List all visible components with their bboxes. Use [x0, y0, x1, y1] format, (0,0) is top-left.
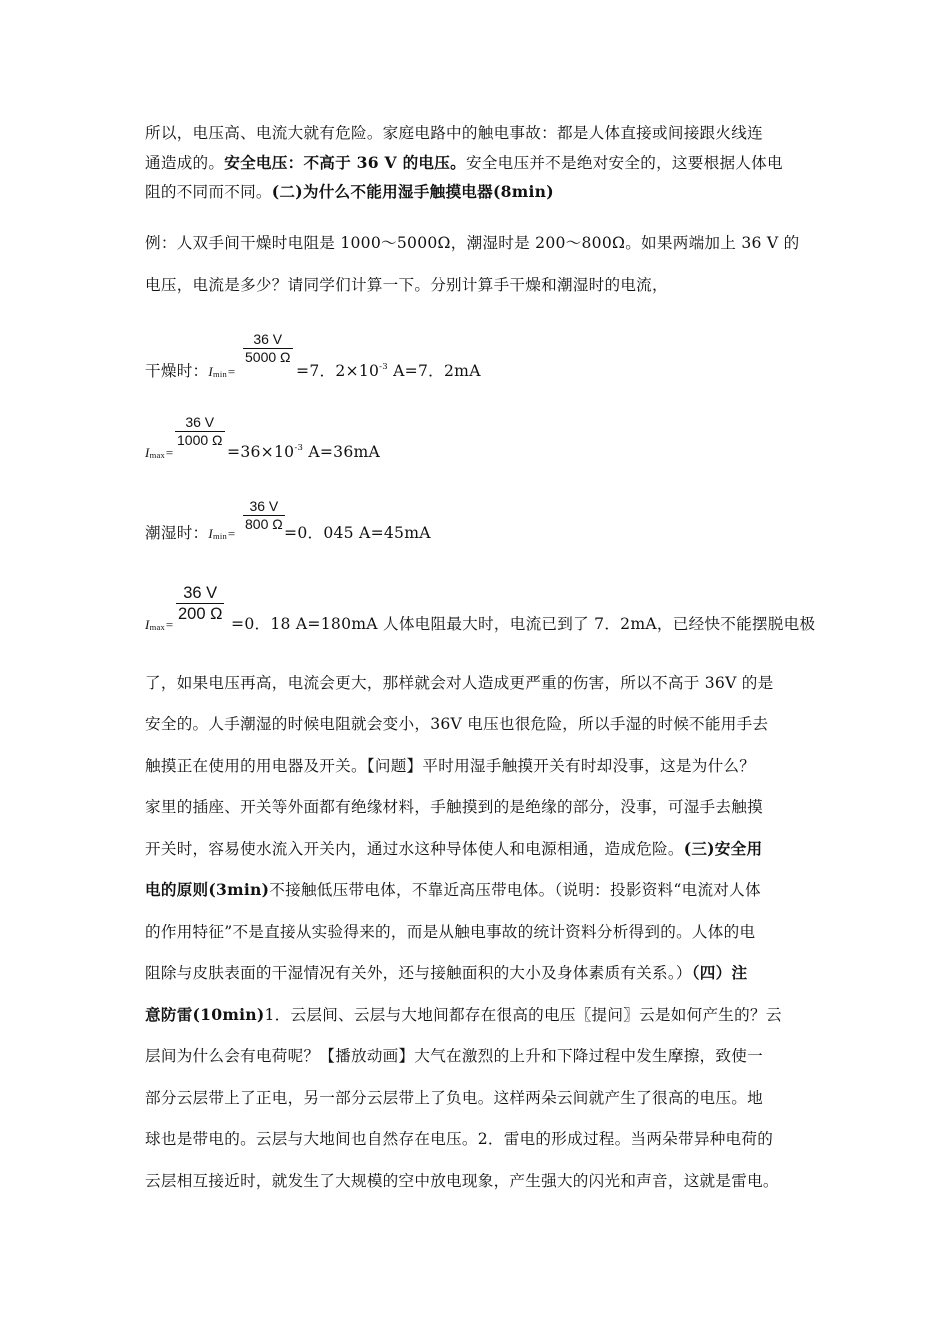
wet-label: 潮湿时：	[145, 524, 209, 542]
fraction-1-denominator: 5000 Ω	[245, 349, 291, 365]
para2-line8	[145, 963, 747, 983]
calc-wet-max	[145, 614, 815, 637]
para1-line1: 所以，电压高、电流大就有危险。家庭电路中的触电事故：都是人体直接或间接跟火线连	[145, 124, 763, 142]
section-4-heading: （四）注	[691, 963, 748, 982]
section-4-heading-cont: 意防雷(10min)	[145, 1005, 265, 1024]
section-3-heading: (三)安全用	[683, 839, 763, 858]
fraction-1-numerator: 36 V	[253, 331, 283, 347]
result-2-unit: A=36mA	[303, 443, 381, 461]
para1-line2-text: 通造成的。	[145, 154, 225, 172]
fraction-2-numerator: 36 V	[185, 414, 215, 430]
calc-dry-max	[145, 438, 380, 465]
fraction-2-denominator: 1000 Ω	[177, 432, 223, 448]
result-4: =0．18 A=180mA 人体电阻最大时，电流已到了 7．2mA，已经快不能摆脱电极	[231, 615, 816, 633]
calc-wet-min	[145, 523, 431, 546]
dry-label: 干燥时：	[145, 362, 209, 380]
para2-line9	[145, 1005, 782, 1025]
result-1-unit: A=7．2mA	[387, 362, 481, 380]
para1-line3	[145, 182, 554, 202]
para1-line2-rest: 安全电压并不是绝对安全的，这要根据人体电	[465, 154, 783, 172]
current-symbol: Imax=	[145, 445, 175, 460]
para2-line5-text: 开关时，容易使水流入开关内，通过水这种导体使人和电源相通，造成危险。	[145, 840, 684, 858]
para2-line8-text: 阻除与皮肤表面的干湿情况有关外，还与接触面积的大小及身体素质有关系。）	[145, 964, 692, 982]
para2-line10: 层间为什么会有电荷呢？【播放动画】大气在激烈的上升和下降过程中发生摩擦，致使一	[145, 1047, 763, 1065]
result-2-exponent: -3	[294, 443, 304, 453]
para1-line3-text: 阻的不同而不同。	[145, 183, 272, 201]
calc-dry-min	[145, 357, 481, 384]
fraction-4-denominator: 200 Ω	[178, 605, 223, 623]
safe-voltage-definition: 安全电压：不高于 36 V 的电压。	[224, 153, 466, 172]
result-2: =36×10	[227, 443, 295, 461]
current-symbol: Imax=	[145, 617, 175, 632]
para2-line1: 了，如果电压再高，电流会更大，那样就会对人造成更严重的伤害，所以不高于 36V 的是	[145, 674, 774, 692]
result-1: =7．2×10	[296, 362, 380, 380]
para2-line6	[145, 880, 761, 900]
para2-line5	[145, 839, 762, 859]
current-symbol: Imin=	[208, 526, 236, 541]
fraction-4-numerator: 36 V	[183, 584, 218, 602]
current-symbol: Imin=	[208, 364, 236, 379]
example-line2: 电压，电流是多少？请同学们计算一下。分别计算手干燥和潮湿时的电流，	[145, 276, 668, 294]
result-3: =0．045 A=45mA	[284, 524, 431, 542]
para2-line2: 安全的。人手潮湿的时候电阻就会变小，36V 电压也很危险，所以手湿的时候不能用手去	[145, 715, 769, 733]
para2-line12: 球也是带电的。云层与大地间也自然存在电压。2．雷电的形成过程。当两朵带异种电荷的	[145, 1130, 774, 1148]
para2-line9-text: 1．云层间、云层与大地间都存在很高的电压〖提问〗云是如何产生的？云	[264, 1006, 782, 1024]
fraction-3-denominator: 800 Ω	[245, 516, 283, 532]
section-2-heading: (二)为什么不能用湿手触摸电器(8min)	[271, 182, 554, 201]
section-3-heading-cont: 电的原则(3min)	[145, 880, 270, 899]
example-line1: 例：人双手间干燥时电阻是 1000～5000Ω，潮湿时是 200～800Ω。如果两端加上 36 V 的	[145, 234, 800, 252]
para2-line6-text: 不接触低压带电体，不靠近高压带电体。（说明：投影资料“电流对人体	[269, 881, 761, 899]
para2-line4: 家里的插座、开关等外面都有绝缘材料，手触摸到的是绝缘的部分，没事，可湿手去触摸	[145, 798, 763, 816]
result-1-exponent: -3	[379, 362, 388, 372]
para2-line11: 部分云层带上了正电，另一部分云层带上了负电。这样两朵云间就产生了很高的电压。地	[145, 1089, 763, 1107]
fraction-3-numerator: 36 V	[249, 498, 279, 514]
para2-line13: 云层相互接近时，就发生了大规模的空中放电现象，产生强大的闪光和声音，这就是雷电。	[145, 1172, 779, 1190]
para1-line2	[145, 153, 783, 173]
para2-line3: 触摸正在使用的用电器及开关。【问题】平时用湿手触摸开关有时却没事，这是为什么？	[145, 757, 756, 775]
para2-line7: 的作用特征”不是直接从实验得来的，而是从触电事故的统计资料分析得到的。人体的电	[145, 923, 756, 941]
